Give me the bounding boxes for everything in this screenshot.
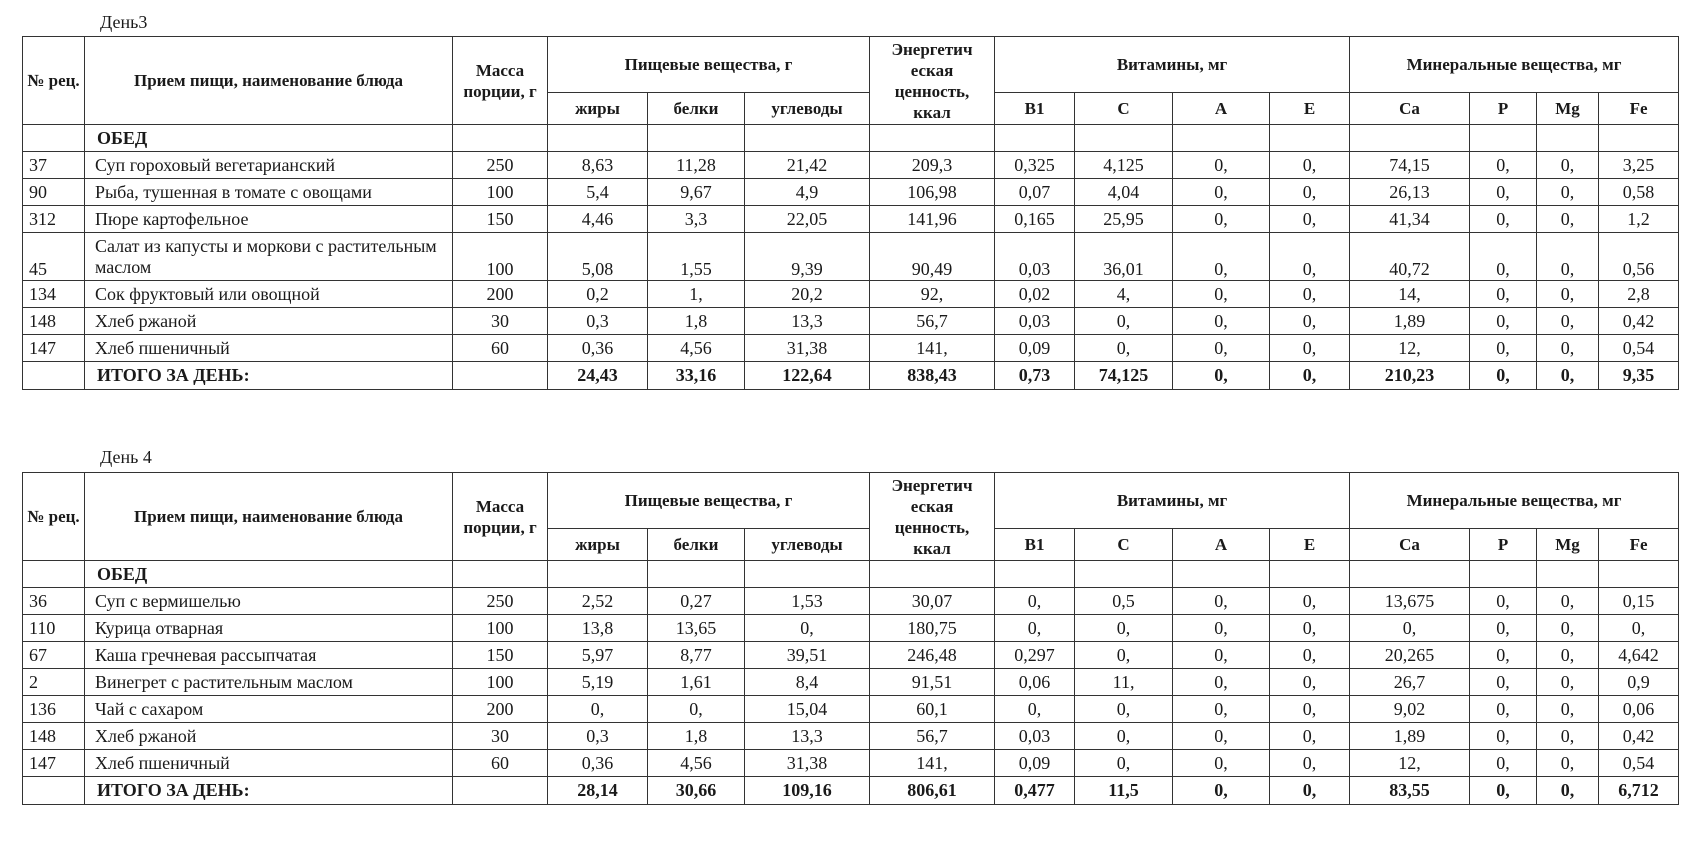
header-protein: белки xyxy=(648,93,745,125)
table-row: 312 Пюре картофельное 150 4,46 3,3 22,05 141,96 0,165 25,95 0, 0, 41,34 0, 0, 1,2 xyxy=(23,206,1679,233)
header-c: C xyxy=(1075,529,1173,561)
section-label: ОБЕД xyxy=(85,561,453,588)
header-mg: Mg xyxy=(1537,93,1599,125)
header-b1: B1 xyxy=(995,93,1075,125)
header-rec-no: № рец. xyxy=(23,37,85,125)
header-energy: Энергетич еская ценность, ккал xyxy=(870,473,995,561)
nutrition-table-day4 xyxy=(22,472,1679,805)
header-a: A xyxy=(1173,93,1270,125)
header-portion: Масса порции, г xyxy=(453,37,548,125)
header-carbs: углеводы xyxy=(745,93,870,125)
table-row: 110 Курица отварная 100 13,8 13,65 0, 180,75 0, 0, 0, 0, 0, 0, 0, 0, xyxy=(23,615,1679,642)
header-e: E xyxy=(1270,93,1350,125)
total-row: ИТОГО ЗА ДЕНЬ: 24,43 33,16 122,64 838,43 0,73 74,125 0, 0, 210,23 0, 0, 9,35 xyxy=(23,362,1679,390)
table-row: 36 Суп с вермишелью 250 2,52 0,27 1,53 30,07 0, 0,5 0, 0, 13,675 0, 0, 0,15 xyxy=(23,588,1679,615)
header-protein: белки xyxy=(648,529,745,561)
header-portion: Масса порции, г xyxy=(453,473,548,561)
header-fat: жиры xyxy=(548,529,648,561)
table-row: 37 Суп гороховый вегетарианский 250 8,63 11,28 21,42 209,3 0,325 4,125 0, 0, 74,15 0, 0, 3,25 xyxy=(23,152,1679,179)
header-rec-no: № рец. xyxy=(23,473,85,561)
header-mg: Mg xyxy=(1537,529,1599,561)
table-row: 147 Хлеб пшеничный 60 0,36 4,56 31,38 141, 0,09 0, 0, 0, 12, 0, 0, 0,54 xyxy=(23,750,1679,777)
header-fe: Fe xyxy=(1599,93,1679,125)
table-row: 45 Салат из капусты и моркови с растительным маслом 100 5,08 1,55 9,39 90,49 0,03 36,01 0, 0, 40,72 0, 0, 0,56 xyxy=(23,233,1679,281)
table-row: 134 Сок фруктовый или овощной 200 0,2 1, 20,2 92, 0,02 4, 0, 0, 14, 0, 0, 2,8 xyxy=(23,281,1679,308)
total-row: ИТОГО ЗА ДЕНЬ: 28,14 30,66 109,16 806,61 0,477 11,5 0, 0, 83,55 0, 0, 6,712 xyxy=(23,777,1679,805)
header-b1: B1 xyxy=(995,529,1075,561)
header-meal-name: Прием пищи, наименование блюда xyxy=(85,37,453,125)
header-nutrients: Пищевые вещества, г xyxy=(548,473,870,529)
header-vitamins: Витамины, мг xyxy=(995,473,1350,529)
header-vitamins: Витамины, мг xyxy=(995,37,1350,93)
day-title: День3 xyxy=(100,12,148,32)
table-row: 148 Хлеб ржаной 30 0,3 1,8 13,3 56,7 0,03 0, 0, 0, 1,89 0, 0, 0,42 xyxy=(23,723,1679,750)
header-meal-name: Прием пищи, наименование блюда xyxy=(85,473,453,561)
header-p: P xyxy=(1470,93,1537,125)
header-ca: Ca xyxy=(1350,93,1470,125)
header-nutrients: Пищевые вещества, г xyxy=(548,37,870,93)
day-title: День 4 xyxy=(100,447,152,467)
header-fe: Fe xyxy=(1599,529,1679,561)
header-carbs: углеводы xyxy=(745,529,870,561)
header-a: A xyxy=(1173,529,1270,561)
table-row: 148 Хлеб ржаной 30 0,3 1,8 13,3 56,7 0,03 0, 0, 0, 1,89 0, 0, 0,42 xyxy=(23,308,1679,335)
header-energy: Энергетич еская ценность, ккал xyxy=(870,37,995,125)
header-fat: жиры xyxy=(548,93,648,125)
table-row: 90 Рыба, тушенная в томате с овощами 100 5,4 9,67 4,9 106,98 0,07 4,04 0, 0, 26,13 0, 0, 0,58 xyxy=(23,179,1679,206)
table-row: 136 Чай с сахаром 200 0, 0, 15,04 60,1 0, 0, 0, 0, 9,02 0, 0, 0,06 xyxy=(23,696,1679,723)
table-row: 2 Винегрет с растительным маслом 100 5,19 1,61 8,4 91,51 0,06 11, 0, 0, 26,7 0, 0, 0,9 xyxy=(23,669,1679,696)
header-p: P xyxy=(1470,529,1537,561)
table-row: 147 Хлеб пшеничный 60 0,36 4,56 31,38 141, 0,09 0, 0, 0, 12, 0, 0, 0,54 xyxy=(23,335,1679,362)
section-label: ОБЕД xyxy=(85,125,453,152)
header-ca: Ca xyxy=(1350,529,1470,561)
header-minerals: Минеральные вещества, мг xyxy=(1350,473,1679,529)
header-e: E xyxy=(1270,529,1350,561)
header-c: C xyxy=(1075,93,1173,125)
table-row: 67 Каша гречневая рассыпчатая 150 5,97 8,77 39,51 246,48 0,297 0, 0, 0, 20,265 0, 0, 4,642 xyxy=(23,642,1679,669)
nutrition-table-day3 xyxy=(22,36,1679,390)
header-minerals: Минеральные вещества, мг xyxy=(1350,37,1679,93)
